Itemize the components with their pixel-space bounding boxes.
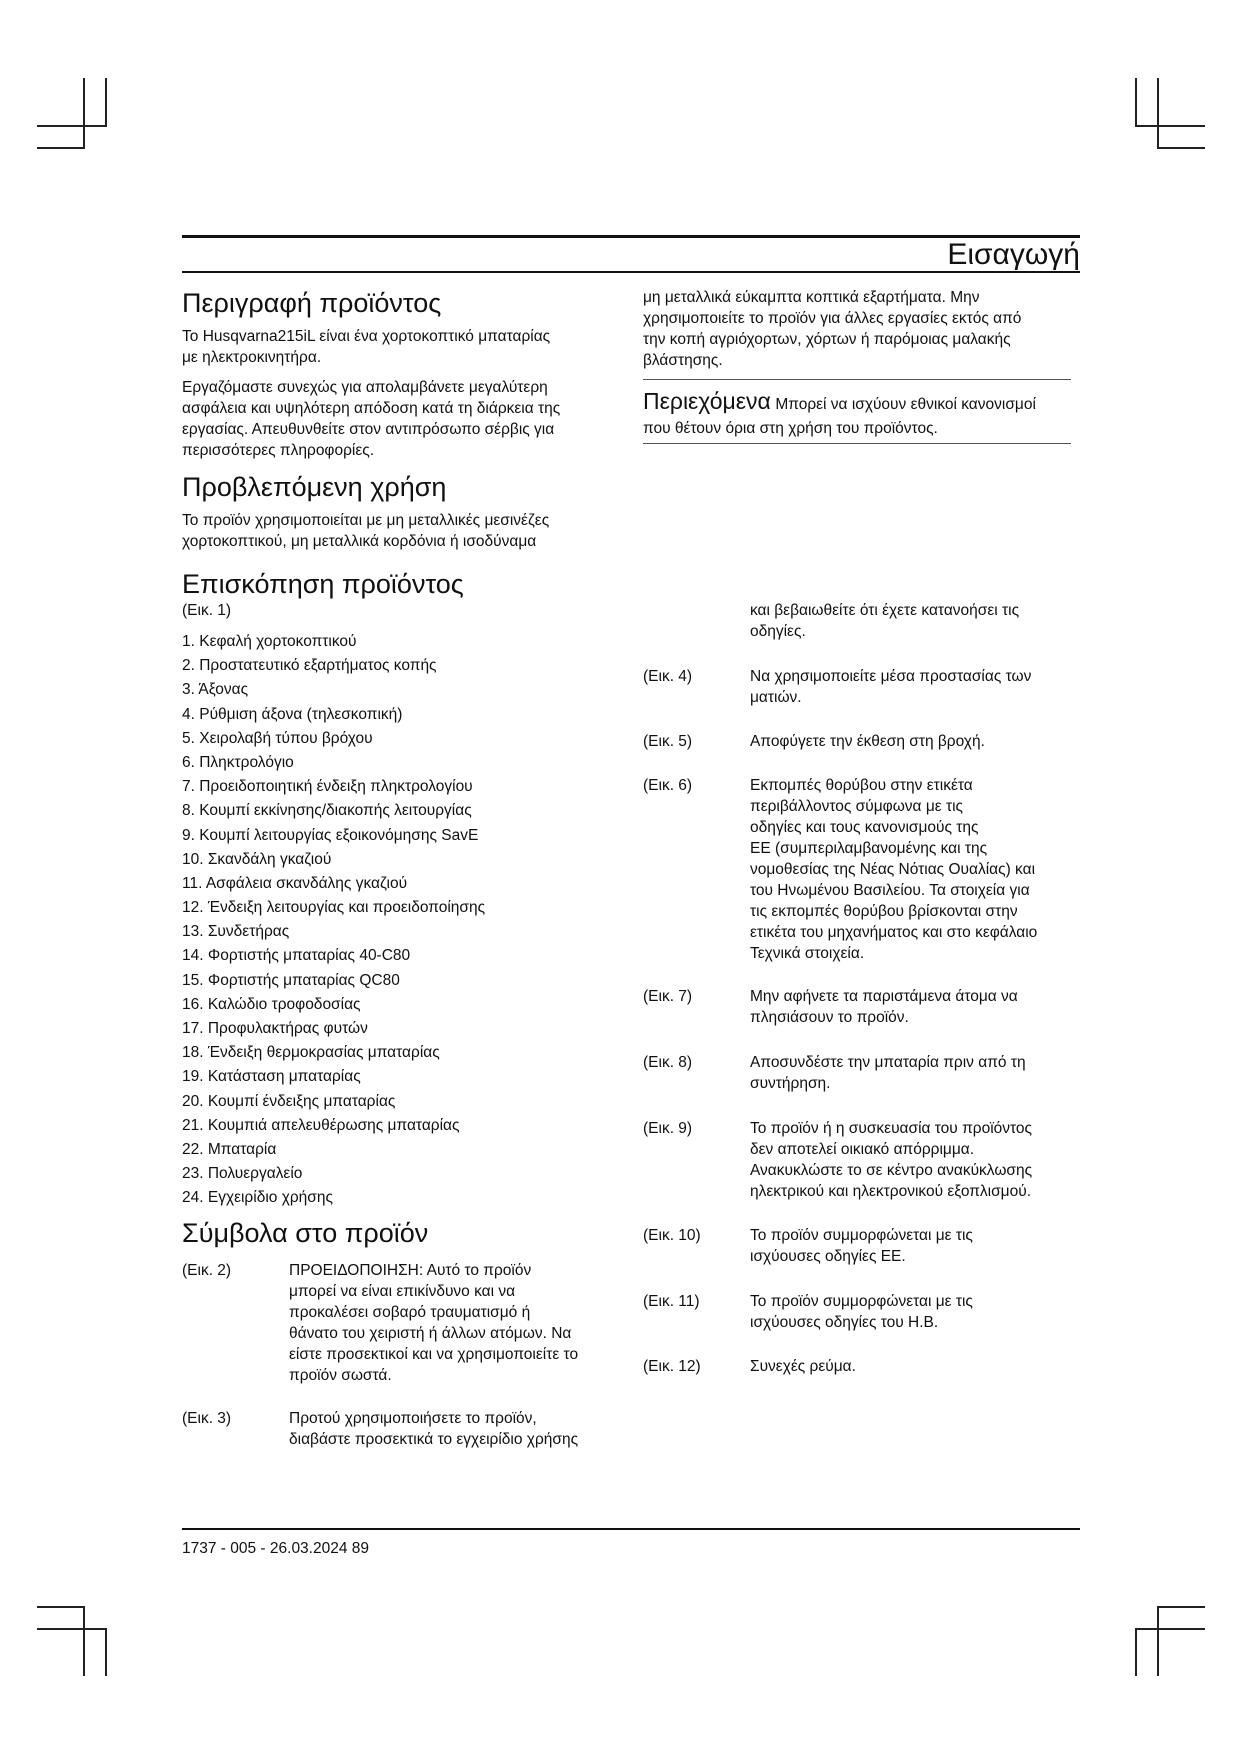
fig-label: (Εικ. 12) bbox=[643, 1358, 701, 1375]
list-item: 20. Κουμπί ένδειξης μπαταρίας bbox=[182, 1092, 396, 1110]
text-line: Το Husqvarna215iL είναι ένα χορτοκοπτικό μπαταρίας bbox=[182, 328, 551, 345]
page-title: Εισαγωγή bbox=[947, 238, 1080, 271]
text-line: θάνατο του χειριστή ή άλλων ατόμων. Να bbox=[289, 1325, 572, 1342]
crop-mark bbox=[83, 78, 85, 148]
list-item: 14. Φορτιστής μπαταρίας 40-C80 bbox=[182, 947, 411, 965]
crop-mark bbox=[37, 147, 85, 149]
fig-text bbox=[289, 1260, 578, 1386]
list-item: 21. Κουμπιά απελευθέρωσης μπαταρίας bbox=[182, 1116, 460, 1134]
text-line: περιβάλλοντος σύμφωνα με τις bbox=[750, 798, 964, 815]
text-line: ΕΕ (συμπεριλαμβανομένης και της bbox=[750, 840, 988, 857]
list-item: 3. Άξονας bbox=[182, 681, 249, 699]
list-item: 6. Πληκτρολόγιο bbox=[182, 753, 294, 771]
text-line: τις εκπομπές θορύβου βρίσκονται στην bbox=[750, 903, 1018, 920]
text-line: ετικέτα του μηχανήματος και στο κεφάλαιο bbox=[750, 924, 1038, 941]
text-line: Εργαζόμαστε συνεχώς για απολαμβάνετε μεγαλύτερη bbox=[182, 379, 548, 396]
fig-label: (Εικ. 8) bbox=[643, 1054, 693, 1071]
crop-mark bbox=[37, 1628, 107, 1630]
text-line: Συνεχές ρεύμα. bbox=[750, 1358, 856, 1375]
text-line: χρησιμοποιείτε το προϊόν για άλλες εργασίες εκτός από bbox=[643, 310, 1022, 327]
fig-label: (Εικ. 9) bbox=[643, 1120, 693, 1137]
text-line: Ανακυκλώστε το σε κέντρο ανακύκλωσης bbox=[750, 1162, 1033, 1179]
crop-mark bbox=[1157, 1606, 1159, 1676]
fig-text bbox=[750, 986, 1018, 1028]
text-line: μη μεταλλικά εύκαμπτα κοπτικά εξαρτήματα. Μην bbox=[643, 289, 980, 306]
crop-mark bbox=[37, 1606, 85, 1608]
crop-mark bbox=[1157, 78, 1159, 148]
intended-use-p1 bbox=[182, 510, 612, 552]
text-line: Τεχνικά στοιχεία. bbox=[750, 945, 865, 962]
text-line: ματιών. bbox=[750, 689, 802, 706]
list-item: 8. Κουμπί εκκίνησης/διακοπής λειτουργίας bbox=[182, 802, 472, 820]
overview-heading: Επισκόπηση προϊόντος bbox=[182, 569, 464, 599]
fig-text bbox=[750, 731, 985, 752]
list-item: 18. Ένδειξη θερμοκρασίας μπαταρίας bbox=[182, 1044, 440, 1062]
crop-mark bbox=[1135, 125, 1205, 127]
text-line: του Ηνωμένου Βασιλείου. Τα στοιχεία για bbox=[750, 882, 1030, 899]
text-line: Αποφύγετε την έκθεση στη βροχή. bbox=[750, 733, 985, 750]
footer-page-info: 1737 - 005 - 26.03.2024 89 bbox=[182, 1540, 370, 1557]
list-item: 23. Πολυεργαλείο bbox=[182, 1165, 303, 1183]
overview-list bbox=[182, 632, 612, 1213]
fig-label: (Εικ. 4) bbox=[643, 668, 693, 685]
list-item: 22. Μπαταρία bbox=[182, 1140, 277, 1158]
text-line: ασφάλεια και υψηλότερη απόδοση κατά τη διάρκεια της bbox=[182, 400, 561, 417]
text-line: προκαλέσει σοβαρό τραυματισμό ή bbox=[289, 1304, 531, 1321]
text-line: πλησιάσουν το προϊόν. bbox=[750, 1009, 909, 1026]
header-rule-bottom bbox=[182, 271, 1080, 273]
fig-label: (Εικ. 5) bbox=[643, 733, 693, 750]
text-line: Το προϊόν συμμορφώνεται με τις bbox=[750, 1293, 973, 1310]
crop-mark bbox=[1135, 78, 1137, 126]
fig-text bbox=[750, 775, 1037, 964]
contents-block bbox=[643, 388, 1083, 439]
fig-label: (Εικ. 6) bbox=[643, 777, 693, 794]
fig-text bbox=[750, 1052, 1026, 1094]
text-line: ισχύουσες οδηγίες του Η.Β. bbox=[750, 1314, 939, 1331]
crop-mark bbox=[1157, 147, 1205, 149]
list-item: 5. Χειρολαβή τύπου βρόχου bbox=[182, 729, 373, 747]
list-item: 17. Προφυλακτήρας φυτών bbox=[182, 1020, 368, 1037]
text-line: και βεβαιωθείτε ότι έχετε κατανοήσει τις bbox=[750, 602, 1020, 619]
contents-rule-bottom bbox=[643, 443, 1071, 444]
text-line: μπορεί να είναι επικίνδυνο και να bbox=[289, 1283, 516, 1300]
contents-heading: Περιεχόμενα bbox=[643, 388, 771, 414]
text-line: Το προϊόν χρησιμοποιείται με μη μεταλλικές μεσινέζες bbox=[182, 512, 550, 529]
text-line: βλάστησης. bbox=[643, 352, 723, 369]
fig-label: (Εικ. 10) bbox=[643, 1227, 701, 1244]
crop-mark bbox=[37, 125, 107, 127]
symbols-heading: Σύμβολα στο προϊόν bbox=[182, 1218, 429, 1248]
fig-label: (Εικ. 7) bbox=[643, 988, 693, 1005]
text-line: Το προϊόν ή η συσκευασία του προϊόντος bbox=[750, 1120, 1033, 1137]
text-line: Αποσυνδέστε την μπαταρία πριν από τη bbox=[750, 1054, 1026, 1071]
crop-mark bbox=[105, 1628, 107, 1676]
crop-mark bbox=[1135, 1628, 1205, 1630]
list-item: 7. Προειδοποιητική ένδειξη πληκτρολογίου bbox=[182, 778, 473, 796]
list-item: 4. Ρύθμιση άξονα (τηλεσκοπική) bbox=[182, 705, 403, 723]
list-item: 1. Κεφαλή χορτοκοπτικού bbox=[182, 633, 357, 650]
contents-text-first: Μπορεί να ισχύουν εθνικοί κανονισμοί bbox=[775, 396, 1036, 413]
fig-label: (Εικ. 11) bbox=[643, 1293, 700, 1310]
intended-use-heading: Προβλεπόμενη χρήση bbox=[182, 472, 447, 502]
text-line: Προτού χρησιμοποιήσετε το προϊόν, bbox=[289, 1410, 537, 1427]
product-description-heading: Περιγραφή προϊόντος bbox=[182, 288, 442, 318]
fig-label: (Εικ. 2) bbox=[182, 1262, 232, 1279]
list-item: 13. Συνδετήρας bbox=[182, 923, 290, 941]
fig-text bbox=[289, 1408, 578, 1450]
text-line: συντήρηση. bbox=[750, 1075, 831, 1092]
text-line: περισσότερες πληροφορίες. bbox=[182, 442, 375, 459]
text-line: Το προϊόν συμμορφώνεται με τις bbox=[750, 1227, 973, 1244]
crop-mark bbox=[1135, 1628, 1137, 1676]
crop-mark bbox=[1157, 1606, 1205, 1608]
list-item: 9. Κουμπί λειτουργίας εξοικονόμησης SavE bbox=[182, 826, 479, 844]
text-line: εργασίας. Απευθυνθείτε στον αντιπρόσωπο σέρβις για bbox=[182, 421, 555, 438]
fig-text bbox=[750, 1225, 973, 1267]
list-item: 16. Καλώδιο τροφοδοσίας bbox=[182, 995, 361, 1013]
text-line: είστε προσεκτικοί και να χρησιμοποιείτε το bbox=[289, 1346, 579, 1363]
text-line: με ηλεκτροκινητήρα. bbox=[182, 349, 322, 366]
list-item: 2. Προστατευτικό εξαρτήματος κοπής bbox=[182, 657, 437, 675]
text-line: ΠΡΟΕΙΔΟΠΟΙΗΣΗ: Αυτό το προϊόν bbox=[289, 1262, 532, 1279]
product-description-p1 bbox=[182, 326, 612, 368]
text-line: Εκπομπές θορύβου στην ετικέτα bbox=[750, 777, 973, 794]
text-line: δεν αποτελεί οικιακό απόρριμμα. bbox=[750, 1141, 975, 1158]
crop-mark bbox=[105, 78, 107, 126]
list-item: 11. Ασφάλεια σκανδάλης γκαζιού bbox=[182, 874, 408, 892]
fig-text bbox=[750, 1291, 973, 1333]
text-line: ηλεκτρικού και ηλεκτρονικού εξοπλισμού. bbox=[750, 1183, 1032, 1200]
contents-rule-top bbox=[643, 379, 1071, 380]
text-line: την κοπή αγριόχορτων, χόρτων ή παρόμοιας μαλακής bbox=[643, 331, 1011, 348]
text-line: προϊόν σωστά. bbox=[289, 1367, 392, 1384]
intended-use-continued bbox=[643, 287, 1083, 371]
list-item: 12. Ένδειξη λειτουργίας και προειδοποίησης bbox=[182, 899, 486, 917]
text-line: οδηγίες και τους κανονισμούς της bbox=[750, 819, 979, 836]
text-line: οδηγίες. bbox=[750, 623, 806, 640]
list-item: 24. Εγχειρίδιο χρήσης bbox=[182, 1189, 333, 1207]
fig-text bbox=[750, 666, 1031, 708]
list-item: 10. Σκανδάλη γκαζιού bbox=[182, 850, 332, 868]
crop-mark bbox=[83, 1606, 85, 1676]
fig-text bbox=[750, 600, 1019, 642]
list-item: 15. Φορτιστής μπαταρίας QC80 bbox=[182, 971, 400, 989]
text-line: χορτοκοπτικού, μη μεταλλικά κορδόνια ή ισοδύναμα bbox=[182, 533, 537, 550]
fig-text bbox=[750, 1118, 1032, 1202]
contents-text-second: που θέτουν όρια στη χρήση του προϊόντος. bbox=[643, 420, 938, 437]
fig-label: (Εικ. 3) bbox=[182, 1410, 232, 1427]
overview-fig-ref: (Εικ. 1) bbox=[182, 602, 232, 619]
list-item: 19. Κατάσταση μπαταρίας bbox=[182, 1068, 361, 1086]
text-line: Να χρησιμοποιείτε μέσα προστασίας των bbox=[750, 668, 1032, 685]
product-description-p2 bbox=[182, 377, 612, 461]
text-line: διαβάστε προσεκτικά το εγχειρίδιο χρήσης bbox=[289, 1431, 579, 1448]
text-line: νομοθεσίας της Νέας Νότιας Ουαλίας) και bbox=[750, 861, 1036, 878]
footer-rule bbox=[182, 1528, 1080, 1530]
fig-text bbox=[750, 1356, 856, 1377]
text-line: Μην αφήνετε τα παριστάμενα άτομα να bbox=[750, 988, 1018, 1005]
text-line: ισχύουσες οδηγίες ΕΕ. bbox=[750, 1248, 906, 1265]
